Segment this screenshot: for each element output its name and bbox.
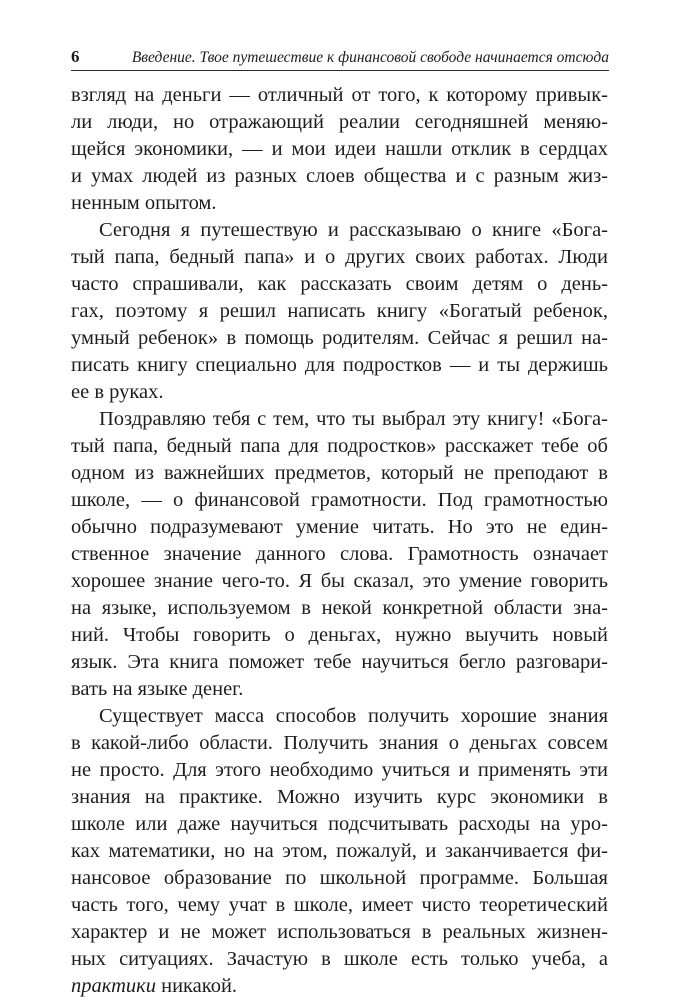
paragraph-2 [71,217,608,406]
text-line: нансовое образование по школьной программе. Большая [71,867,608,889]
text-line: ках математики, но на этом, пожалуй, и заканчивается фи- [71,840,608,862]
text-line: знания на практике. Можно изучить курс экономики в [71,786,608,808]
text-line: щейся экономики, — и мои идеи нашли отклик в сердцах [71,138,608,160]
text-line: вать на языке денег. [71,678,244,700]
text-line: характер и не может использоваться в реальных жизнен- [71,921,608,943]
text-line: одном из важнейших предметов, который не преподают в [71,462,608,484]
text-line: тый папа, бедный папа» и о других своих работах. Люди [71,246,608,268]
text-line: язык. Эта книга поможет тебе научиться бегло разговари- [71,651,608,673]
text-line: ли люди, но отражающий реалии сегодняшней меняю- [71,111,608,133]
text-line: Существует масса способов получить хорошие знания [99,705,608,727]
text-line: часто спрашивали, как рассказать своим детям о день- [71,273,608,295]
text-line: часть того, чему учат в школе, имеет чисто теоретический [71,894,608,916]
running-title: Введение. Твое путешествие к финансовой свободе начинается отсюда [131,49,609,66]
text-line: гах, поэтому я решил написать книгу «Богатый ребенок, [71,300,608,322]
text-line: и умах людей из разных слоев общества и с разным жиз- [71,165,608,187]
text-line-final [71,973,608,1000]
text-line: ненным опытом. [71,192,217,214]
text-line: школе, — о финансовой грамотности. Под грамотностью [71,489,608,511]
text-line: ственное значение данного слова. Грамотность означает [71,543,608,565]
text-line: ее в руках. [71,381,164,403]
paragraph-1 [71,82,608,217]
body-text [71,82,608,1000]
page-number: 6 [71,47,80,66]
text-line: писать книгу специально для подростков — и ты держишь [71,354,608,376]
text-line: ных ситуациях. Зачастую в школе есть только учеба, а [71,948,608,970]
italic-word: практики [71,975,156,997]
text-line: тый папа, бедный папа для подростков» расскажет тебе об [71,435,608,457]
text-line: умный ребенок» в помощь родителям. Сейчас я решил на- [71,327,608,349]
paragraph-4 [71,703,608,1000]
text-line: хорошее знание чего-то. Я бы сказал, это умение говорить [71,570,608,592]
paragraph-3 [71,406,608,703]
text-line: ний. Чтобы говорить о деньгах, нужно выучить новый [71,624,608,646]
text-line: в какой-либо области. Получить знания о деньгах совсем [71,732,608,754]
text-line: школе или даже научиться подсчитывать расходы на уро- [71,813,608,835]
running-header [71,46,609,71]
text-line: обычно подразумевают умение читать. Но это не един- [71,516,608,538]
text-line: на языке, используемом в некой конкретной области зна- [71,597,608,619]
text-line: Поздравляю тебя с тем, что ты выбрал эту книгу! «Бога- [99,408,608,430]
text-line: взгляд на деньги — отличный от того, к которому привык- [71,84,608,106]
final-words: никакой. [155,975,238,997]
text-line: Сегодня я путешествую и рассказываю о книге «Бога- [99,219,608,241]
text-line: не просто. Для этого необходимо учиться и применять эти [71,759,608,781]
